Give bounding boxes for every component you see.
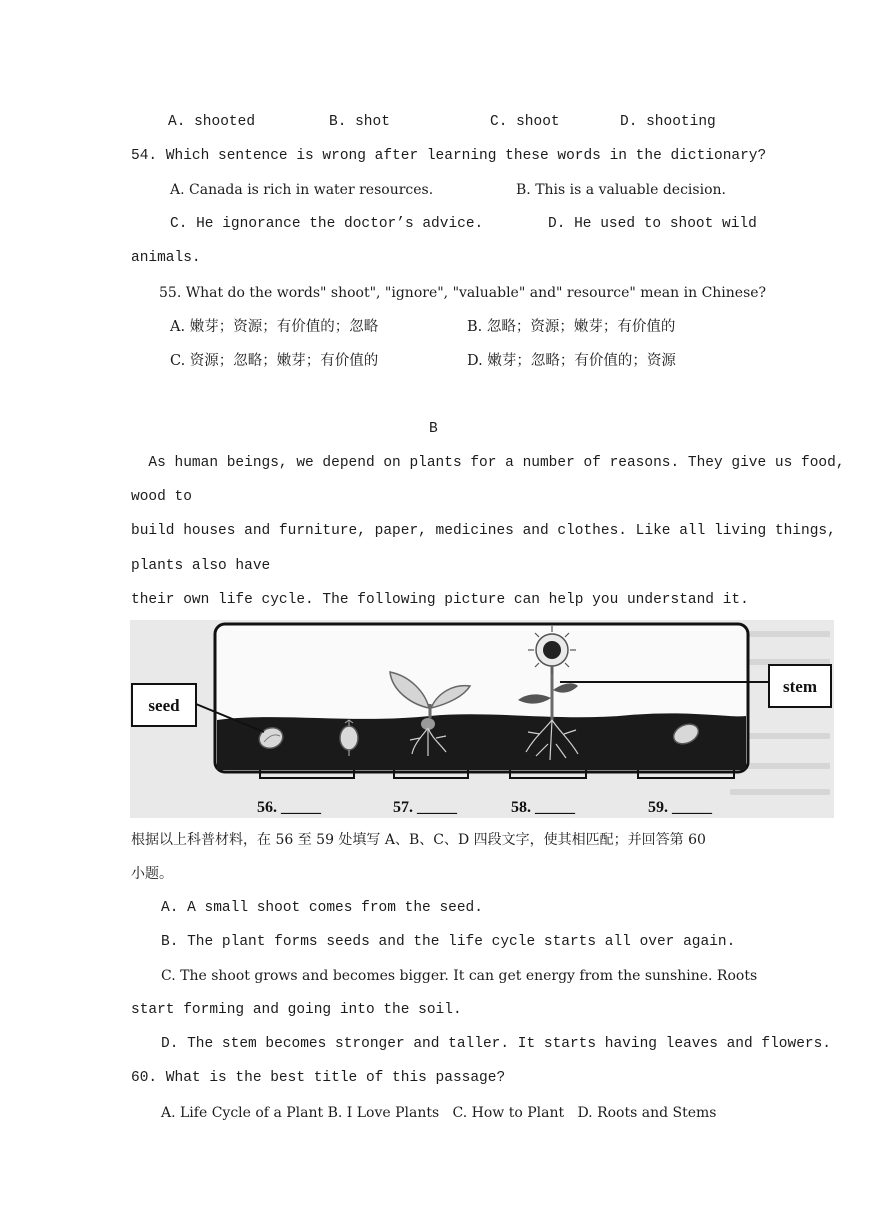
passage-line-3: build houses and furniture, paper, medicines and clothes. Like all living things, <box>131 523 836 539</box>
stage-c-line-2: start forming and going into the soil. <box>131 1002 462 1018</box>
blank-56: 56. _____ <box>257 799 321 816</box>
soil <box>217 713 746 770</box>
passage-line-2: wood to <box>131 489 192 505</box>
q55-option-b: B. 忽略；资源；嫩芽；有价值的 <box>467 319 676 335</box>
q53-option-a: A. shooted <box>168 114 256 130</box>
stem-label: stem <box>783 677 817 696</box>
q53-option-c: C. shoot <box>490 114 560 130</box>
passage-line-1: As human beings, we depend on plants for a number of reasons. They give us food, <box>131 455 845 471</box>
q55-option-a: A. 嫩芽；资源；有价值的；忽略 <box>170 319 379 335</box>
passage-line-5: their own life cycle. The following picture can help you understand it. <box>131 592 749 608</box>
q54-option-d: D. He used to shoot wild <box>548 216 757 232</box>
stage-b: B. The plant forms seeds and the life cycle starts all over again. <box>161 934 736 950</box>
q60-options: A. Life Cycle of a Plant B. I Love Plants C. How to Plant D. Roots and Stems <box>161 1105 717 1121</box>
instructions-line-1: 根据以上科普材料，在 56 至 59 处填写 A、B、C、D 四段文字，使其相匹配；并回答第 60 <box>131 832 706 848</box>
q53-option-b: B. shot <box>329 114 390 130</box>
instructions-line-2: 小题。 <box>131 866 173 882</box>
blank-57: 57. _____ <box>393 799 457 816</box>
q60-question: 60. What is the best title of this passage? <box>131 1070 506 1086</box>
q55-question: 55. What do the words" shoot", "ignore", "valuable" and" resource" mean in Chinese? <box>159 285 767 301</box>
stage-d: D. The stem becomes stronger and taller. It starts having leaves and flowers. <box>161 1036 832 1052</box>
stage-c-line-1: C. The shoot grows and becomes bigger. It can get energy from the sunshine. Roots <box>161 968 758 984</box>
plant-life-cycle-figure <box>130 620 834 818</box>
q54-option-a: A. Canada is rich in water resources. <box>170 182 434 198</box>
blank-59: 59. _____ <box>648 799 712 816</box>
q55-option-d: D. 嫩芽；忽略；有价值的；资源 <box>467 353 676 369</box>
passage-line-4: plants also have <box>131 558 271 574</box>
section-heading: B <box>429 421 438 437</box>
q54-option-d-cont: animals. <box>131 250 201 266</box>
seed-label: seed <box>148 696 180 715</box>
q54-option-c: C. He ignorance the doctor’s advice. <box>170 216 484 232</box>
q53-option-d: D. shooting <box>620 114 716 130</box>
blank-58: 58. _____ <box>511 799 575 816</box>
q54-question: 54. Which sentence is wrong after learning these words in the dictionary? <box>131 148 767 164</box>
stage-a: A. A small shoot comes from the seed. <box>161 900 483 916</box>
q54-option-b: B. This is a valuable decision. <box>516 182 726 198</box>
q55-option-c: C. 资源；忽略；嫩芽；有价值的 <box>170 353 379 369</box>
